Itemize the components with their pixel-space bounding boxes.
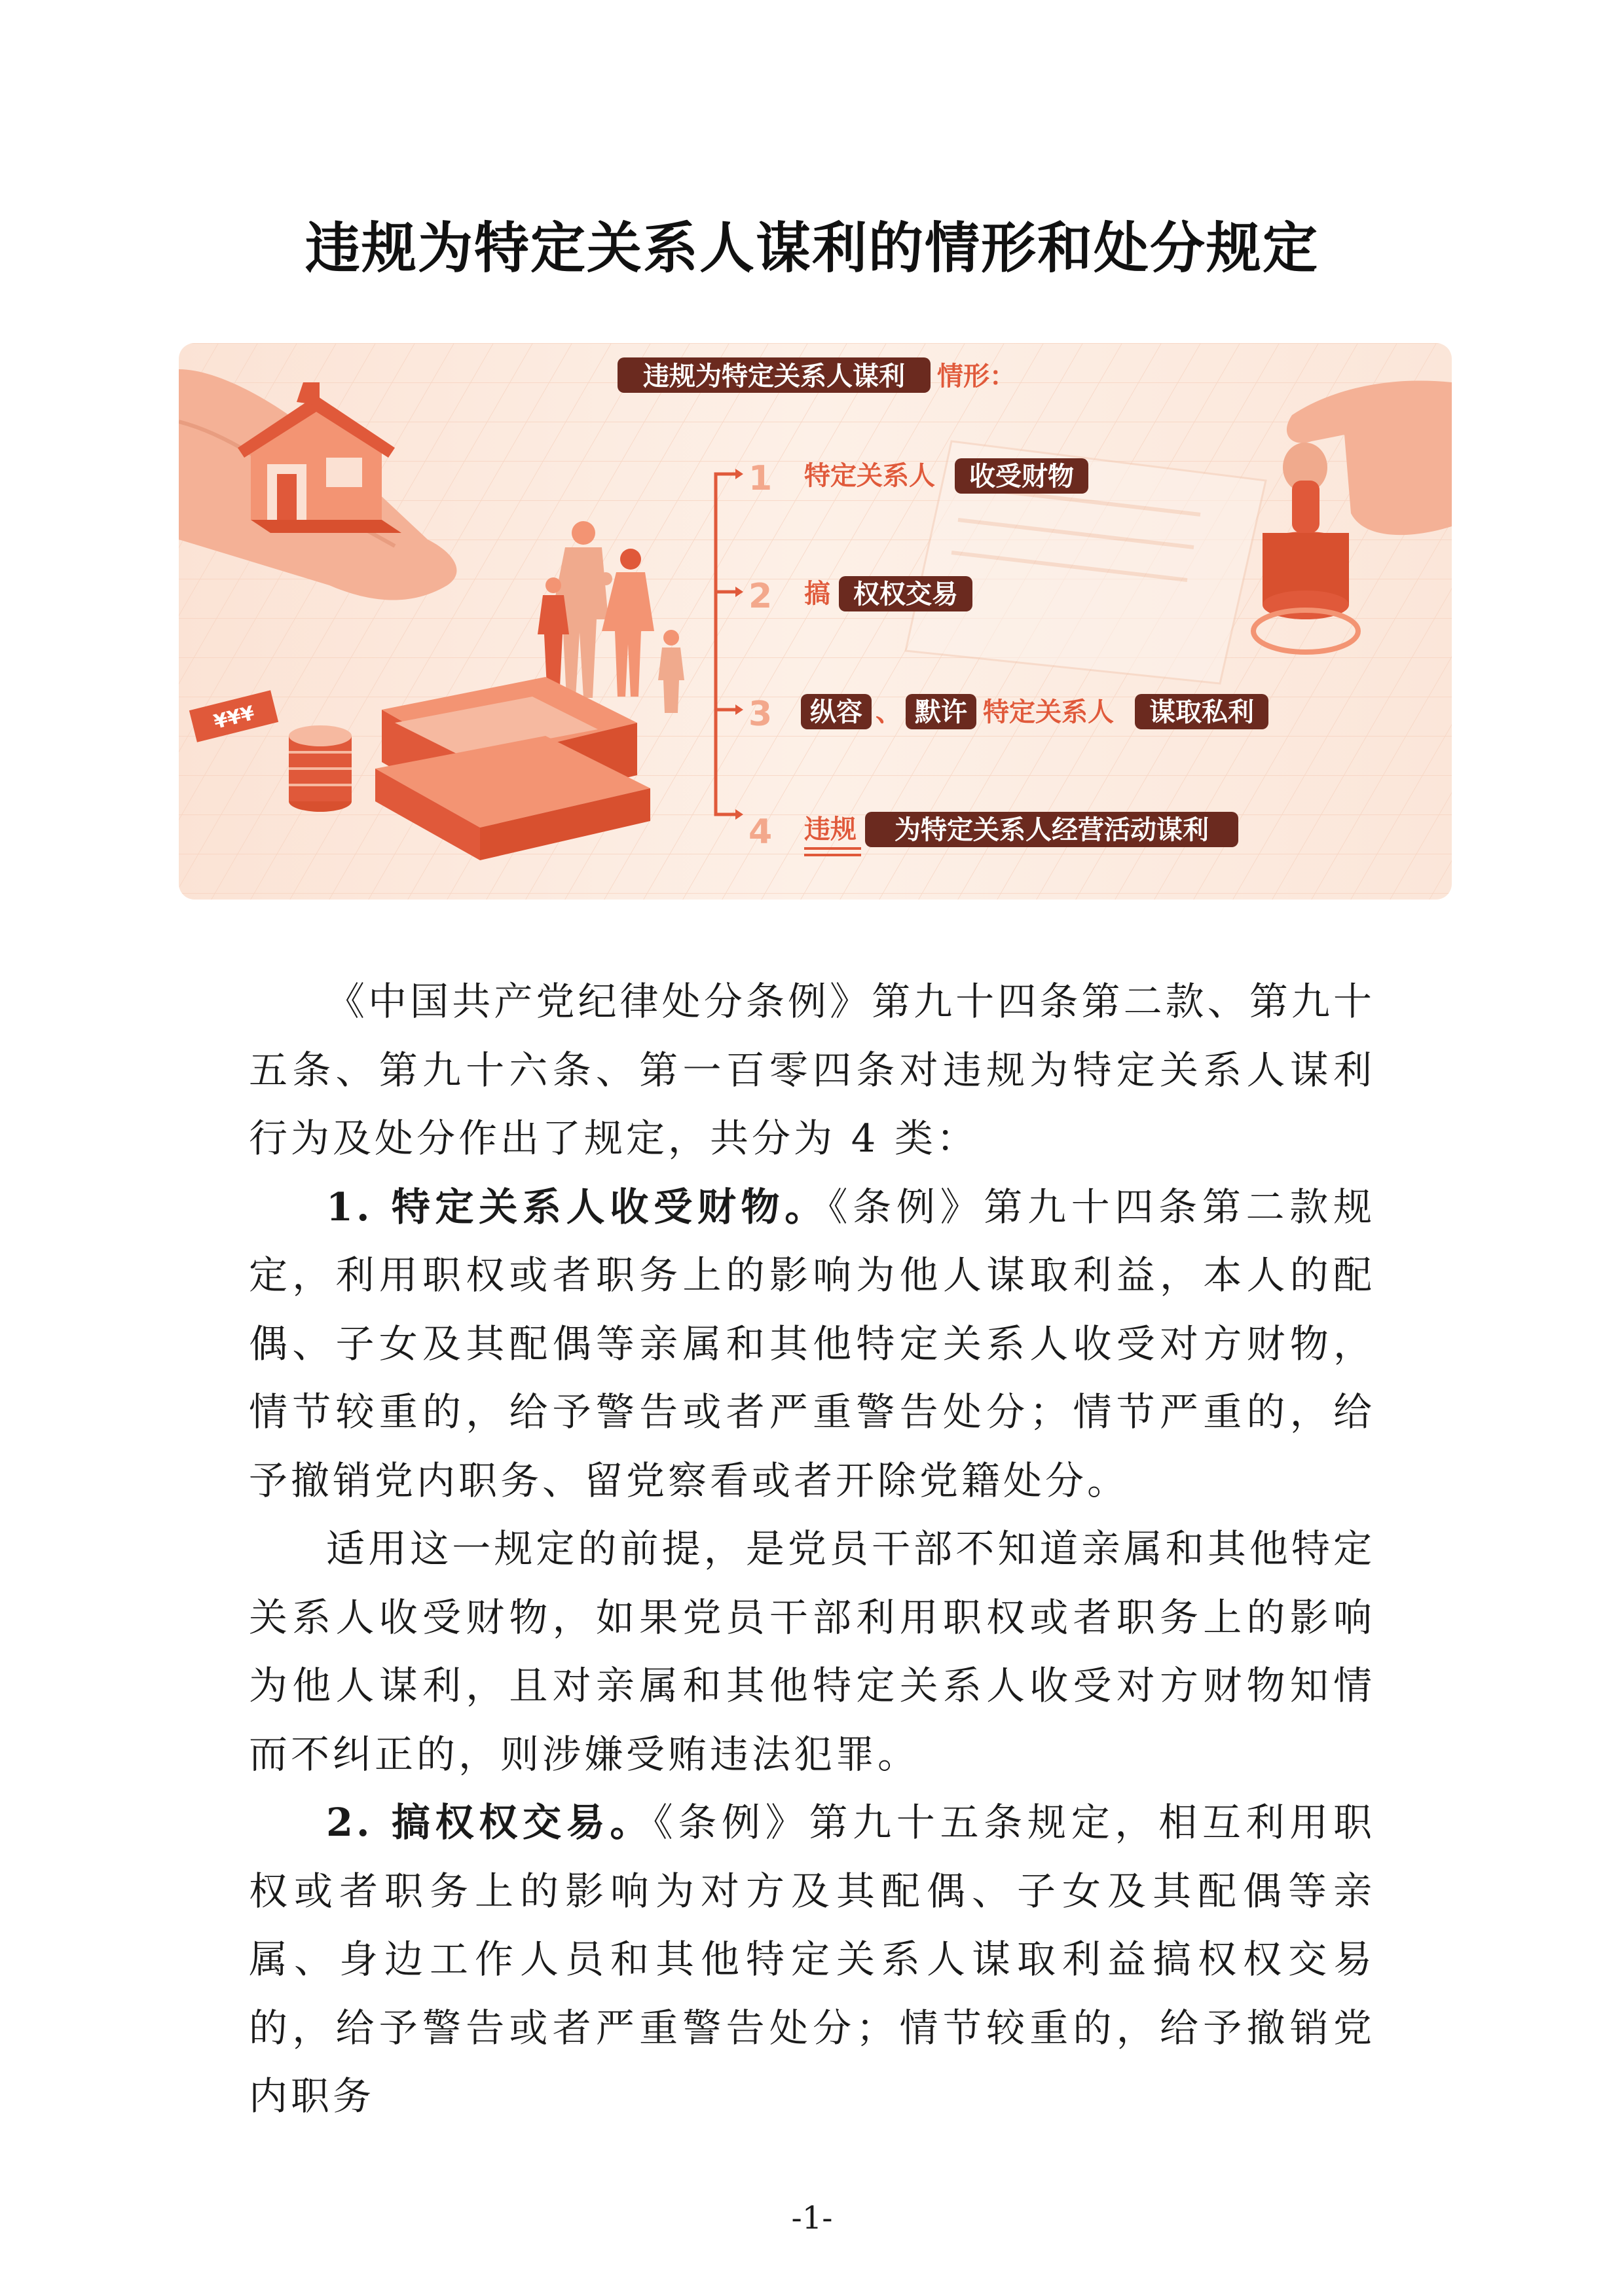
svg-text:违规为特定关系人谋利: 违规为特定关系人谋利	[643, 361, 905, 392]
svg-text:收受财物: 收受财物	[969, 462, 1074, 492]
svg-text:4: 4	[748, 812, 773, 852]
svg-text:搞: 搞	[804, 579, 830, 609]
section-2-heading: 2. 搞权权交易。	[326, 1800, 654, 1845]
section-1-paragraph	[249, 1173, 1375, 1516]
svg-text:违规: 违规	[804, 814, 857, 845]
svg-text:权权交易: 权权交易	[853, 579, 958, 610]
infographic-header	[618, 357, 1016, 393]
section-2-text: 《条例》第九十五条规定，相互利用职权或者职务上的影响为对方及其配偶、子女及其配偶等亲属、身边工作人员和其他特定关系人谋取利益搞权权交易的，给予警告或者严重警告处分；情节较重的，给予撤销党内职务	[249, 1800, 1375, 2119]
svg-text:为特定关系人经营活动谋利: 为特定关系人经营活动谋利	[895, 815, 1209, 845]
coin-stack-illustration	[289, 725, 352, 812]
svg-text:谋取私利: 谋取私利	[1149, 697, 1254, 727]
svg-text:¥¥¥: ¥¥¥	[211, 701, 257, 734]
section-1-note-paragraph: 适用这一规定的前提，是党员干部不知道亲属和其他特定关系人收受财物，如果党员干部利用职权或者职务上的影响为他人谋利，且对亲属和其他特定关系人收受对方财物知情而不纠正的，则涉嫌受贿违法犯罪。	[249, 1526, 1375, 1777]
svg-text:、: 、	[876, 697, 902, 727]
svg-text:默许: 默许	[915, 697, 967, 727]
intro-paragraph: 《中国共产党纪律处分条例》第九十四条第二款、第九十五条、第九十六条、第一百零四条对违规为特定关系人谋利行为及处分作出了规定，共分为 4 类：	[249, 979, 1375, 1161]
svg-text:特定关系人: 特定关系人	[983, 697, 1114, 727]
section-1-heading: 1. 特定关系人收受财物。	[326, 1184, 828, 1230]
svg-text:特定关系人: 特定关系人	[804, 461, 935, 491]
svg-text:纵容: 纵容	[810, 697, 862, 727]
section-2-paragraph	[249, 1789, 1375, 2131]
infographic	[179, 343, 1452, 900]
section-1-text: 《条例》第九十四条第二款规定，利用职权或者职务上的影响为他人谋取利益，本人的配偶、子女及其配偶等亲属和其他特定关系人收受对方财物，情节较重的，给予警告或者严重警告处分；情节严重的，给予撤销党内职务、留党察看或者开除党籍处分。	[249, 1184, 1375, 1503]
svg-text:1: 1	[748, 459, 773, 498]
page-number: -1-	[791, 2200, 833, 2236]
svg-text:情形：: 情形：	[937, 361, 1016, 392]
article-body	[249, 968, 1375, 2131]
svg-text:2: 2	[748, 577, 773, 616]
page-title: 违规为特定关系人谋利的情形和处分规定	[304, 216, 1319, 280]
svg-text:3: 3	[748, 695, 773, 734]
